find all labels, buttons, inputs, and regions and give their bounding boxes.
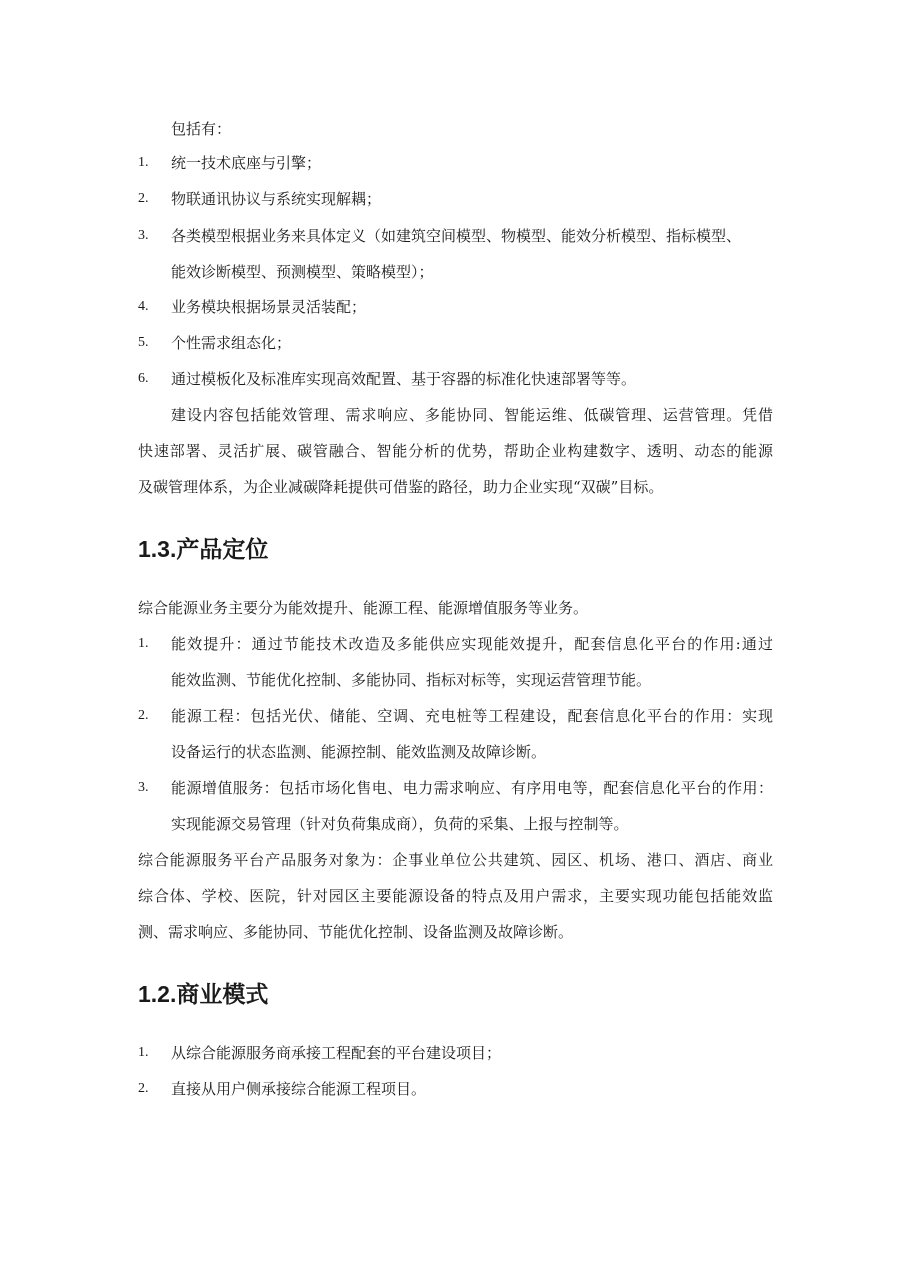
list-item-number: 5.	[138, 335, 149, 350]
list-item-number: 1.	[138, 155, 149, 170]
list-item-text: 通过模板化及标准库实现高效配置、基于容器的标准化快速部署等等。	[171, 370, 637, 388]
list-item-text: 物联通讯协议与系统实现解耦；	[171, 190, 382, 208]
list-item-text: 统一技术底座与引擎；	[171, 154, 322, 172]
list-item-text: 业务模块根据场景灵活装配；	[171, 298, 367, 316]
list-item-number: 3.	[138, 228, 149, 243]
list-item-text-continued: 设备运行的状态监测、能源控制、能效监测及故障诊断。	[171, 743, 547, 761]
list-item-number: 2.	[138, 708, 149, 723]
list-item-number: 6.	[138, 371, 149, 386]
section-heading: 1.2.商业模式	[138, 981, 269, 1007]
body-paragraph-line: 快速部署、灵活扩展、碳管融合、智能分析的优势，帮助企业构建数字、透明、动态的能源	[138, 442, 773, 460]
list-item-text: 直接从用户侧承接综合能源工程项目。	[171, 1080, 427, 1098]
list-item-number: 4.	[138, 299, 149, 314]
list-item-number: 2.	[138, 191, 149, 206]
list-item-number: 1.	[138, 1045, 149, 1060]
body-paragraph-line: 综合能源服务平台产品服务对象为：企事业单位公共建筑、园区、机场、港口、酒店、商业	[138, 851, 773, 869]
list-item-text: 能效提升：通过节能技术改造及多能供应实现能效提升，配套信息化平台的作用:通过	[171, 635, 773, 653]
list-item-text-continued: 能效诊断模型、预测模型、策略模型）；	[171, 263, 434, 281]
list-item-text: 个性需求组态化；	[171, 334, 292, 352]
body-paragraph-line: 综合体、学校、医院，针对园区主要能源设备的特点及用户需求，主要实现功能包括能效监	[138, 887, 773, 905]
body-paragraph-line: 建设内容包括能效管理、需求响应、多能协同、智能运维、低碳管理、运营管理。凭借	[171, 406, 773, 424]
list-item-number: 1.	[138, 636, 149, 651]
section-heading: 1.3.产品定位	[138, 536, 269, 562]
body-paragraph-line: 测、需求响应、多能协同、节能优化控制、设备监测及故障诊断。	[138, 923, 574, 941]
list-item-text-continued: 能效监测、节能优化控制、多能协同、指标对标等，实现运营管理节能。	[171, 671, 652, 689]
list-item-text: 能源工程：包括光伏、储能、空调、充电桩等工程建设，配套信息化平台的作用：实现	[171, 707, 773, 725]
intro-text: 包括有：	[171, 120, 232, 138]
body-paragraph-line: 及碳管理体系，为企业减碳降耗提供可借鉴的路径，助力企业实现“双碳”目标。	[138, 478, 664, 496]
body-paragraph: 综合能源业务主要分为能效提升、能源工程、能源增值服务等业务。	[138, 599, 589, 617]
list-item-text: 各类模型根据业务来具体定义（如建筑空间模型、物模型、能效分析模型、指标模型、	[171, 227, 742, 245]
list-item-text-continued: 实现能源交易管理（针对负荷集成商），负荷的采集、上报与控制等。	[171, 815, 629, 833]
list-item-number: 3.	[138, 780, 149, 795]
list-item-number: 2.	[138, 1081, 149, 1096]
list-item-text: 从综合能源服务商承接工程配套的平台建设项目；	[171, 1044, 502, 1062]
list-item-text: 能源增值服务：包括市场化售电、电力需求响应、有序用电等，配套信息化平台的作用：	[171, 779, 773, 797]
